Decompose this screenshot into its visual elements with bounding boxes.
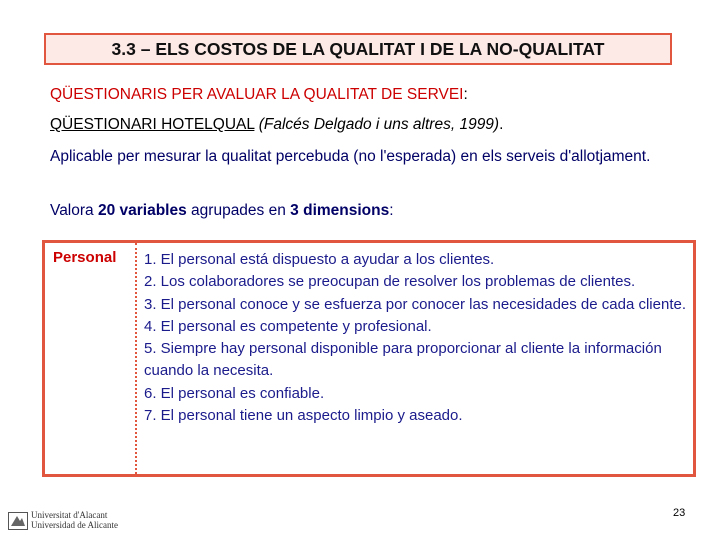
slide-title-text: 3.3 – ELS COSTOS DE LA QUALITAT I DE LA NO-QUALITAT (111, 38, 605, 59)
dimensions-table (42, 240, 696, 477)
table-item: 2. Los colaboradores se preocupan de resolver los problemas de clientes. (144, 273, 636, 291)
table-item: 5. Siempre hay personal disponible para proporcionar al cliente la información cuando la necesita. (144, 340, 662, 380)
table-item: 7. El personal tiene un aspecto limpio y aseado. (144, 407, 463, 425)
university-emblem-icon (8, 512, 28, 530)
variables-suffix: : (389, 202, 394, 219)
table-item: 1. El personal está dispuesto a ayudar a los clientes. (144, 251, 495, 268)
variables-prefix: Valora (50, 202, 94, 219)
dimensions-count: 3 dimensions (290, 202, 390, 219)
questionnaire-name: QÜESTIONARI HOTELQUAL (50, 116, 255, 133)
variables-count: 20 variables (97, 202, 187, 219)
slide-title (44, 33, 672, 65)
questionnaire-citation: (Falcés Delgado i uns altres, 1999) (258, 116, 500, 133)
table-items-list (144, 249, 689, 427)
questionnaire-subheading (50, 116, 503, 134)
section-heading (50, 86, 468, 104)
table-category-personal: Personal (53, 249, 117, 266)
table-column-divider (135, 243, 137, 474)
section-heading-colon: : (463, 86, 468, 103)
university-name-spanish: Universidad de Alicante (31, 519, 118, 530)
table-item: 3. El personal conoce y se esfuerza por conocer las necesidades de cada cliente. (144, 295, 686, 313)
section-heading-text: QÜESTIONARIS PER AVALUAR LA QUALITAT DE SERVEI (50, 86, 464, 103)
university-logo (8, 511, 118, 530)
questionnaire-period: . (499, 116, 504, 133)
university-name (31, 511, 118, 530)
table-item: 4. El personal es competente y profesional. (144, 317, 432, 335)
table-item: 6. El personal es confiable. (144, 384, 325, 402)
variables-middle: agrupades en (191, 202, 286, 219)
university-name-catalan: Universitat d'Alacant (31, 510, 108, 520)
variables-paragraph (50, 202, 394, 220)
applicability-paragraph: Aplicable per mesurar la qualitat percebuda (no l'esperada) en els serveis d'allotjament. (50, 148, 651, 165)
page-number: 23 (673, 507, 686, 519)
